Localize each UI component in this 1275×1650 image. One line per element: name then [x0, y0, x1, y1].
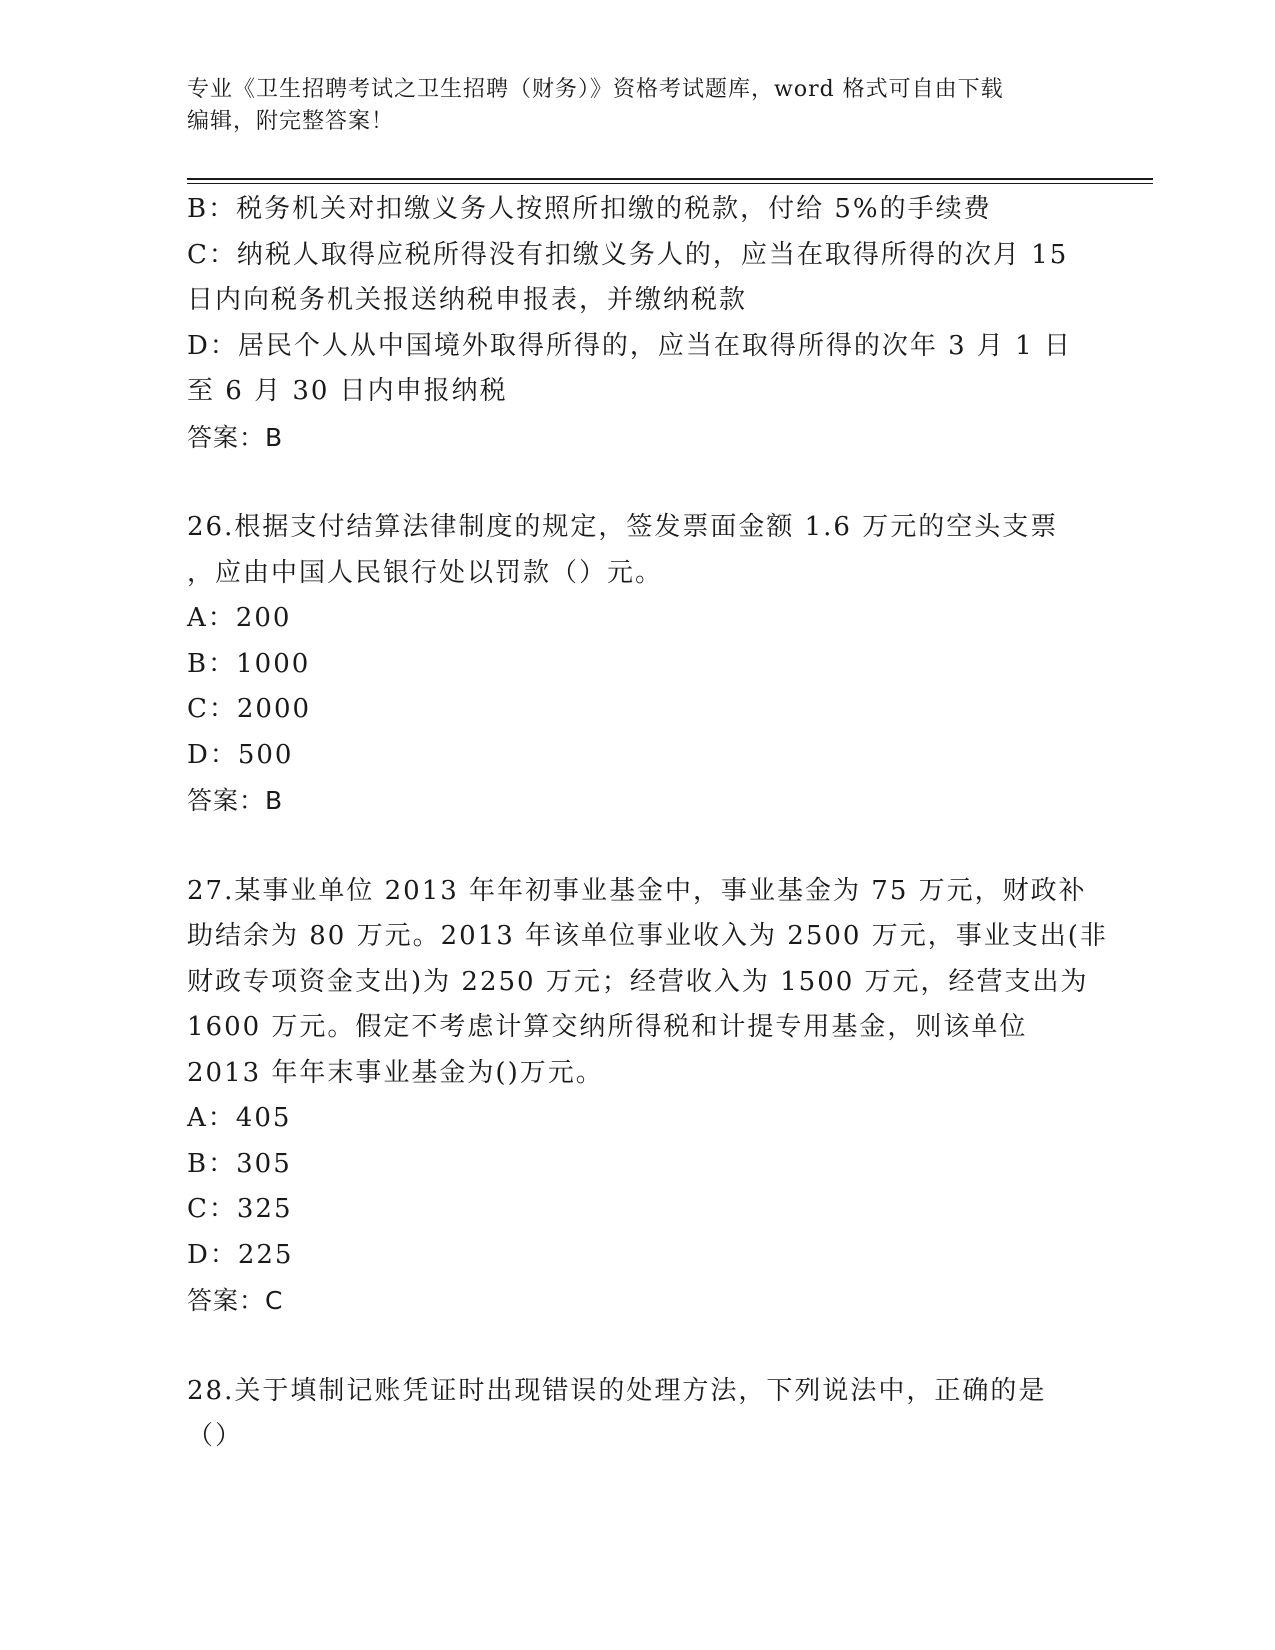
option-line: C：纳税人取得应税所得没有扣缴义务人的，应当在取得所得的次月 15: [187, 239, 1069, 270]
question-27-block: [187, 869, 1108, 1324]
answer-line: 答案：C: [187, 1286, 284, 1315]
option-line: A：200: [187, 603, 292, 633]
header-line-1: 专业《卫生招聘考试之卫生招聘（财务）》资格考试题库，word 格式可自由下载: [187, 77, 1004, 102]
answer-line: 答案：B: [187, 786, 284, 815]
question-text: ，应由中国人民银行处以罚款（）元。: [187, 557, 664, 588]
option-line: A：405: [187, 1103, 292, 1133]
question-text: 财政专项资金支出)为 2250 万元；经营收入为 1500 万元，经营支出为: [187, 966, 1089, 997]
option-line: 至 6 月 30 日内申报纳税: [187, 376, 508, 406]
option-line: B：税务机关对扣缴义务人按照所扣缴的税款，付给 5%的手续费: [187, 194, 992, 224]
spacer: [187, 824, 1087, 869]
header-line-2: 编辑，附完整答案！: [187, 109, 395, 134]
option-line: D：居民个人从中国境外取得所得的，应当在取得所得的次年 3 月 1 日: [187, 330, 1072, 361]
question-text: 2013 年年末事业基金为()万元。: [187, 1057, 604, 1088]
option-line: B：305: [187, 1148, 292, 1179]
question-text: 26.根据支付结算法律制度的规定，签发票面金额 1.6 万元的空头支票: [187, 512, 1059, 542]
question-25-block: [187, 187, 1087, 460]
question-text: 助结余为 80 万元。2013 年该单位事业收入为 2500 万元，事业支出(非: [187, 921, 1108, 951]
header-rule-thick: [187, 178, 1153, 180]
spacer: [187, 1324, 1087, 1369]
document-header: [187, 74, 1087, 138]
question-text: （）: [187, 1421, 244, 1451]
question-text: 28.关于填制记账凭证时出现错误的处理方法，下列说法中，正确的是: [187, 1375, 1047, 1406]
document-body: [187, 187, 1108, 1460]
option-line: C：2000: [187, 694, 312, 724]
question-26-block: [187, 505, 1087, 824]
question-text: 1600 万元。假定不考虑计算交纳所得税和计提专用基金，则该单位: [187, 1012, 1028, 1042]
answer-line: 答案：B: [187, 422, 284, 452]
option-line: D：500: [187, 739, 294, 770]
option-line: 日内向税务机关报送纳税申报表，并缴纳税款: [187, 285, 748, 315]
question-28-block: [187, 1369, 1087, 1460]
option-line: D：225: [187, 1239, 294, 1270]
question-text: 27.某事业单位 2013 年年初事业基金中，事业基金为 75 万元，财政补: [187, 875, 1087, 906]
spacer: [187, 460, 1087, 505]
option-line: C：325: [187, 1194, 293, 1224]
header-rule-thin: [187, 183, 1153, 184]
option-line: B：1000: [187, 648, 311, 679]
